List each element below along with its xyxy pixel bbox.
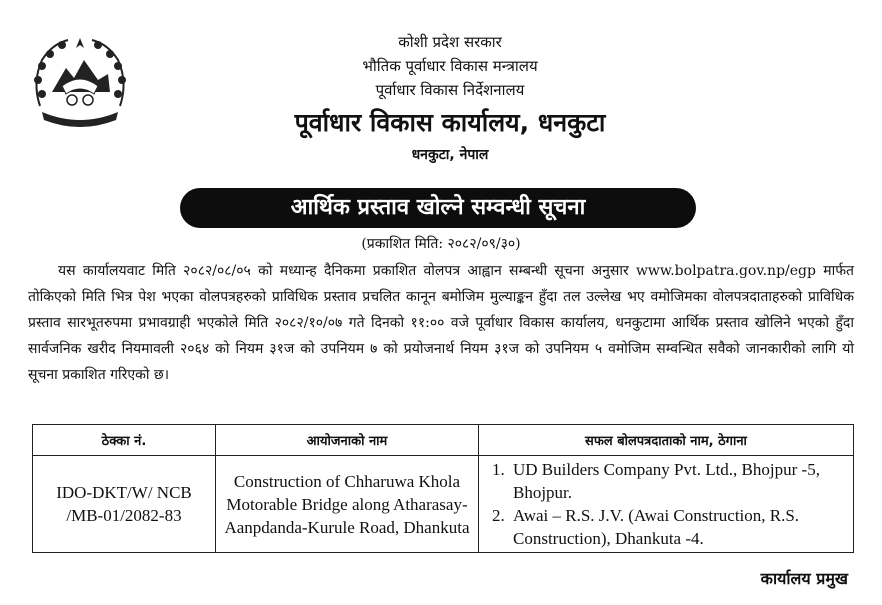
contract-table	[32, 424, 854, 553]
office-title: पूर्वाधार विकास कार्यालय, धनकुटा	[294, 108, 606, 137]
provincial-government-line: कोशी प्रदेश सरकार	[398, 33, 502, 51]
contract-no-cell: IDO-DKT/W/ NCB /MB-01/2082-83	[33, 456, 216, 553]
table-row	[33, 456, 854, 553]
bidder-list	[485, 458, 847, 550]
ministry-line: भौतिक पूर्वाधार विकास मन्त्रालय	[362, 57, 538, 75]
notice-title-banner: आर्थिक प्रस्ताव खोल्ने सम्वन्धी सूचना	[180, 188, 696, 228]
signature-office-chief: कार्यालय प्रमुख	[760, 569, 848, 588]
table-header-row	[33, 425, 854, 456]
header-project-name: आयोजनाको नाम	[216, 425, 479, 456]
notice-body-paragraph: यस कार्यालयवाट मिति २०८२/०८/०५ को मध्यान्ह दैनिकमा प्रकाशित वोलपत्र आह्वान सम्बन्धी सूचना अनुसार www.bolpatra.gov.np/egp मार्फत तोकिएको मिति भित्र पेश भएका वोलपत्रहरुको प्राविधिक प्रस्ताव प्रचलित कानून बमोजिम मुल्याङ्कन हुँदा तल उल्लेख भए वमोजिमका वोलपत्रदाताहरुको प्राविधिक प्रस्ताव सारभूतरुपमा प्रभावग्राही भएकोले मिति २०८२/१०/०७ गते दिनको ११:०० वजे पूर्वाधार विकास कार्यालय, धनकुटामा आर्थिक प्रस्ताव खोलिने भएको हुँदा सार्वजनिक खरीद नियमावली २०६४ को नियम ३१ज को उपनियम ७ को प्रयोजनार्थ नियम ३१ज को उपनियम ५ वमोजिम सम्वन्धित सवैको जानकारीको लागि यो सूचना प्रकाशित गरिएको छ।	[28, 263, 854, 383]
directorate-line: पूर्वाधार विकास निर्देशनालय	[375, 81, 525, 99]
bidder-item: 2. Awai – R.S. J.V. (Awai Construction, R.S. Construction), Dhankuta -4.	[509, 504, 847, 550]
bidders-cell	[479, 456, 854, 553]
office-address: धनकुटा, नेपाल	[411, 147, 489, 163]
header-contract-no: ठेक्का नं.	[33, 425, 216, 456]
project-name-cell: Construction of Chharuwa Khola Motorable Bridge along Atharasay-Aanpdanda-Kurule Road, Dhankuta	[216, 456, 479, 553]
published-date: (प्रकाशित मिति: २०८२/०९/३०)	[361, 236, 521, 252]
header-successful-bidders: सफल बोलपत्रदाताको नाम, ठेगाना	[479, 425, 854, 456]
bidder-item: 1. UD Builders Company Pvt. Ltd., Bhojpur -5, Bhojpur.	[509, 458, 847, 504]
letterhead	[150, 30, 750, 166]
nepal-government-emblem-icon	[28, 34, 132, 130]
